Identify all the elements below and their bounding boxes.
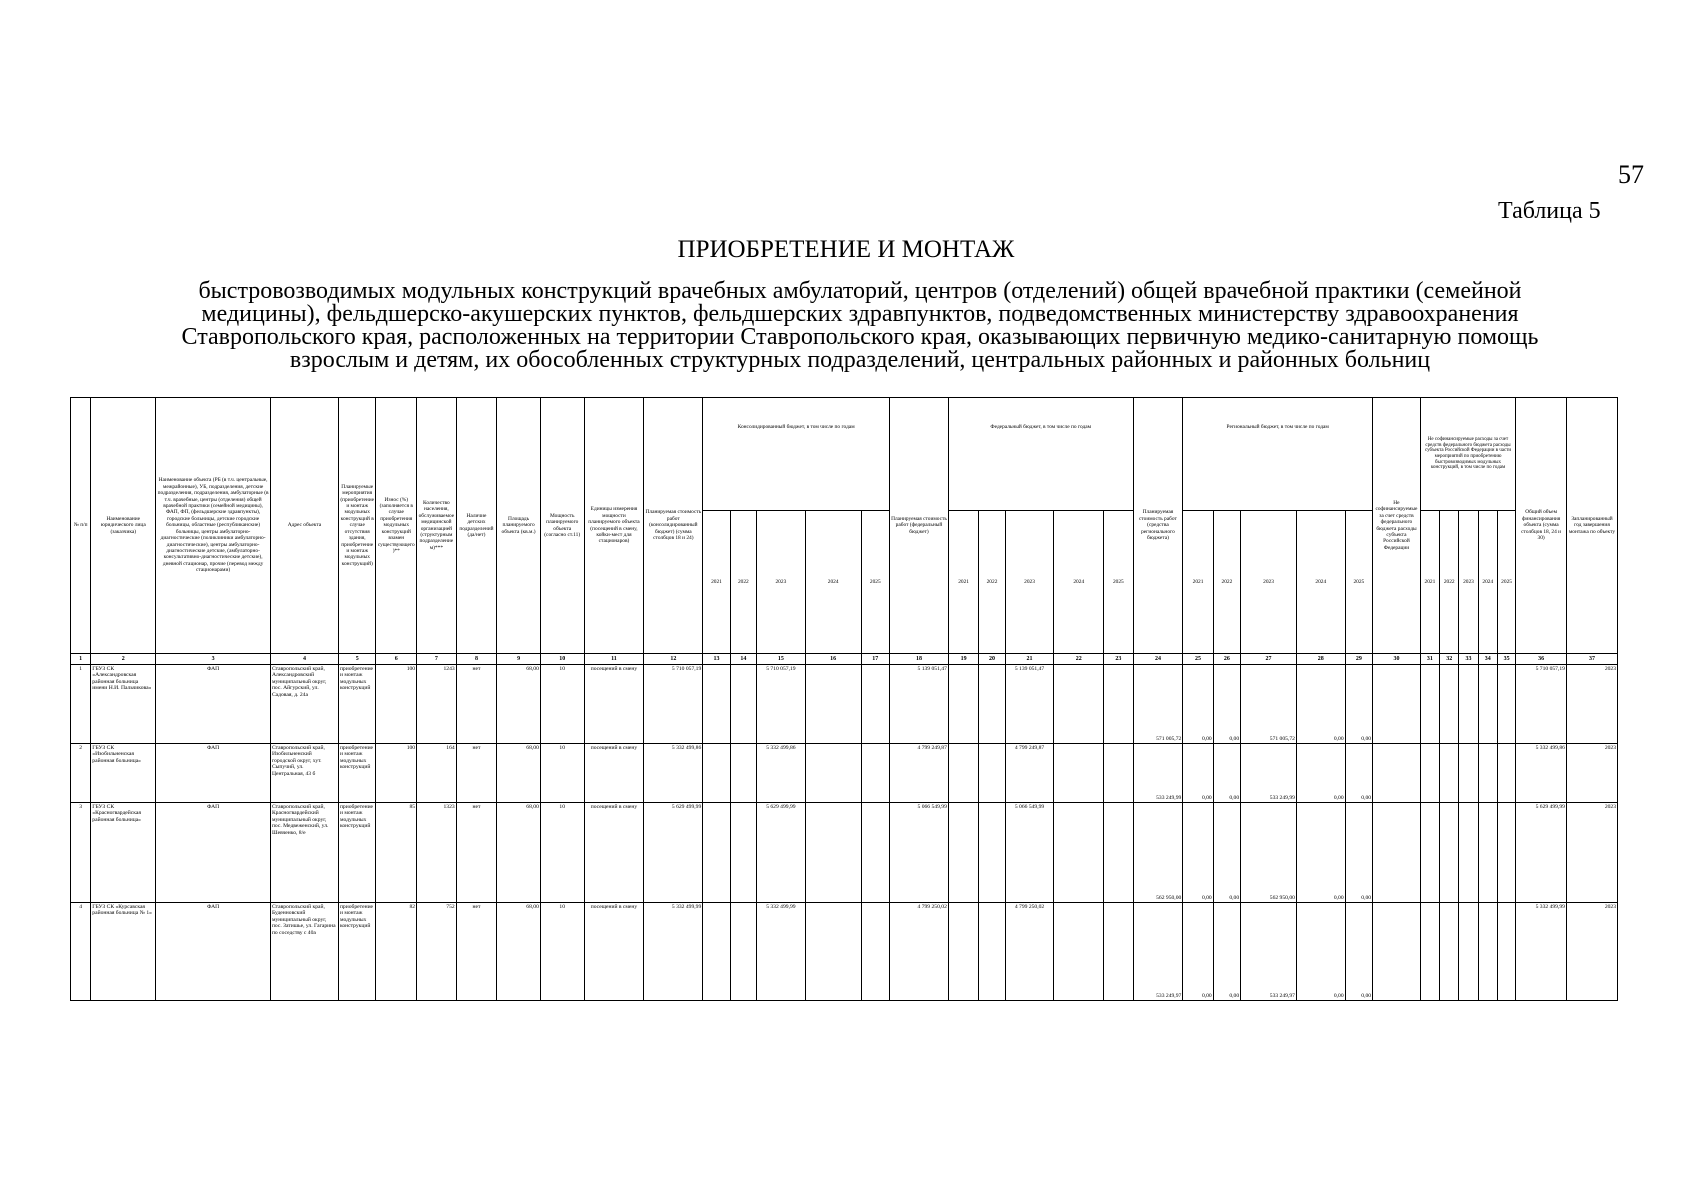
- header-cell: Не софинансируемые расходы за счет средств федерального бюджета расходы субъекта Российской Федерации в части мероприятий по приобретению быстровозводимых модульных конструкций, в том числе по годам: [1420, 398, 1515, 511]
- table-cell: 5 332 499,86: [644, 744, 703, 803]
- header-cell: Наименование юридического лица (заказчика): [91, 398, 156, 654]
- column-number-cell: 24: [1133, 654, 1183, 665]
- column-number-cell: 1: [71, 654, 91, 665]
- table-cell: [1054, 803, 1104, 903]
- table-cell: посещений в смену: [584, 803, 644, 903]
- column-number-cell: 25: [1183, 654, 1213, 665]
- column-number-cell: 30: [1373, 654, 1421, 665]
- table-row: [71, 665, 1618, 744]
- table-cell: 533 249,97: [1241, 903, 1297, 1001]
- table-cell: [1373, 665, 1421, 744]
- column-number-cell: 34: [1478, 654, 1497, 665]
- subtitle-line: Ставропольского края, расположенных на территории Ставропольского края, оказывающих первичную медико-санитарную помощь: [181, 324, 1539, 350]
- table-cell: 0,00: [1296, 903, 1345, 1001]
- column-number-cell: 12: [644, 654, 703, 665]
- year-cell: 2022: [1440, 511, 1459, 654]
- table-cell: [703, 665, 730, 744]
- document-subtitle: [100, 280, 1620, 372]
- table-cell: [1420, 665, 1439, 744]
- column-number-cell: 33: [1459, 654, 1478, 665]
- subtitle-line: быстровозводимых модульных конструкций врачебных амбулаторий, центров (отделений) общей врачебной практики (семейной: [198, 278, 1522, 304]
- column-number-cell: 37: [1566, 654, 1617, 665]
- table-cell: [861, 665, 889, 744]
- table-cell: 4 799 250,02: [1005, 903, 1054, 1001]
- year-cell: 2023: [1005, 511, 1054, 654]
- year-cell: 2023: [757, 511, 806, 654]
- table-cell: [861, 744, 889, 803]
- table-cell: 533 249,99: [1133, 744, 1183, 803]
- table-cell: [805, 903, 861, 1001]
- year-cell: 2024: [1054, 511, 1104, 654]
- financing-table: [70, 397, 1618, 1001]
- table-cell: ГБУЗ СК «Курсавская районная больница № 1»: [91, 903, 156, 1001]
- subtitle-line: взрослым и детям, их обособленных структурных подразделений, центральных районных и районных больниц: [289, 347, 1431, 373]
- table-cell: 5 629 499,99: [757, 803, 806, 903]
- table-cell: ГБУЗ СК «Изобильненская районная больница»: [91, 744, 156, 803]
- table-cell: [730, 903, 756, 1001]
- header-cell: Не софинансируемые за счет средств федерального бюджета расходы субъекта Российской Федерации: [1373, 398, 1421, 654]
- table-cell: [1459, 744, 1478, 803]
- table-cell: [948, 803, 978, 903]
- table-cell: 0,00: [1213, 744, 1240, 803]
- table-cell: [1104, 665, 1133, 744]
- table-cell: 0,00: [1183, 903, 1213, 1001]
- table-cell: 164: [417, 744, 457, 803]
- table-cell: [1420, 903, 1439, 1001]
- table-cell: [1497, 903, 1515, 1001]
- column-number-cell: 26: [1213, 654, 1240, 665]
- year-cell: 2022: [730, 511, 756, 654]
- column-number-row: [71, 654, 1618, 665]
- table-cell: 68,00: [497, 744, 541, 803]
- table-cell: ФАП: [156, 903, 271, 1001]
- table-cell: [979, 744, 1005, 803]
- table-cell: 2023: [1566, 903, 1617, 1001]
- table-cell: 2023: [1566, 665, 1617, 744]
- table-cell: 0,00: [1213, 803, 1240, 903]
- column-number-cell: 8: [456, 654, 497, 665]
- table-cell: 0,00: [1296, 803, 1345, 903]
- table-cell: посещений в смену: [584, 665, 644, 744]
- table-cell: 5 710 057,19: [644, 665, 703, 744]
- table-cell: 1: [71, 665, 91, 744]
- year-cell: 2025: [1497, 511, 1515, 654]
- table-row: [71, 803, 1618, 903]
- table-cell: [1420, 803, 1439, 903]
- table-cell: [1459, 903, 1478, 1001]
- table-cell: [1440, 903, 1459, 1001]
- table-cell: 5 332 499,99: [1516, 903, 1567, 1001]
- table-cell: [948, 903, 978, 1001]
- table-cell: ГБУЗ СК «Красногвардейская районная больница»: [91, 803, 156, 903]
- column-number-cell: 17: [861, 654, 889, 665]
- table-cell: 4 799 249,87: [1005, 744, 1054, 803]
- table-cell: ФАП: [156, 665, 271, 744]
- table-cell: 0,00: [1213, 903, 1240, 1001]
- header-cell: Региональный бюджет, в том числе по годам: [1183, 398, 1373, 511]
- table-cell: [703, 903, 730, 1001]
- year-cell: 2024: [805, 511, 861, 654]
- table-cell: 5 139 051,47: [890, 665, 949, 744]
- table-cell: ГБУЗ СК «Александровская районная больница имени Н.И. Пальчикова»: [91, 665, 156, 744]
- table-cell: [1478, 803, 1497, 903]
- table-cell: [703, 803, 730, 903]
- table-cell: 0,00: [1183, 665, 1213, 744]
- table-cell: посещений в смену: [584, 903, 644, 1001]
- header-cell: Запланированный год завершения монтажа по объекту: [1566, 398, 1617, 654]
- table-cell: 0,00: [1183, 744, 1213, 803]
- table-cell: 4 799 250,02: [890, 903, 949, 1001]
- year-cell: 2025: [1345, 511, 1372, 654]
- table-cell: 533 249,99: [1241, 744, 1297, 803]
- table-cell: 4: [71, 903, 91, 1001]
- table-cell: 100: [376, 665, 417, 744]
- header-cell: Планируемая стоимость работ (средства регионального бюджета): [1133, 398, 1183, 654]
- table-cell: нет: [456, 744, 497, 803]
- table-cell: [979, 803, 1005, 903]
- column-number-cell: 18: [890, 654, 949, 665]
- subtitle-line: медицины), фельдшерско-акушерских пунктов, фельдшерских здравпунктов, подведомственных министерству здравоохранения: [201, 301, 1519, 327]
- table-cell: [861, 803, 889, 903]
- table-cell: [1497, 803, 1515, 903]
- table-cell: 5 332 499,99: [757, 903, 806, 1001]
- table-row: [71, 744, 1618, 803]
- table-cell: [1104, 903, 1133, 1001]
- column-number-cell: 4: [270, 654, 338, 665]
- header-cell: Наименование объекта (РБ (в т.ч. центральные, межрайонные), УБ, подразделения, детские подразделения, подразделения, амбулаторные (в т.ч. врачебные, центры (отделения) общей врачебной практики (семейной медицины), ФАП, ФП, (фельдшерские здравпункты), городские больницы, детские городские больницы, областные (республиканские) больницы, центры амбулаторно-диагностические (поликлиники амбулаторно-диагностические), центры амбулаторно-диагностические детские, (амбулаторно-консультативно-диагностические детские), дневной стационар, прочие (перевод между стационарами): [156, 398, 271, 654]
- table-cell: 0,00: [1296, 665, 1345, 744]
- table-cell: 5 332 499,86: [757, 744, 806, 803]
- year-cell: 2023: [1459, 511, 1478, 654]
- table-cell: 562 950,00: [1133, 803, 1183, 903]
- table-cell: Ставропольский край, Буденновский муниципальный округ, пос. Затишье, ул. Гагарина по соседству с 40а: [270, 903, 338, 1001]
- table-cell: [1478, 665, 1497, 744]
- year-cell: 2024: [1478, 511, 1497, 654]
- table-cell: 2023: [1566, 803, 1617, 903]
- year-cell: 2022: [979, 511, 1005, 654]
- table-cell: [730, 665, 756, 744]
- table-cell: 10: [540, 903, 584, 1001]
- table-cell: 0,00: [1183, 803, 1213, 903]
- table-cell: [948, 744, 978, 803]
- table-cell: 752: [417, 903, 457, 1001]
- table-cell: [1440, 803, 1459, 903]
- table-cell: 5 710 057,19: [757, 665, 806, 744]
- table-cell: [1104, 803, 1133, 903]
- column-number-cell: 36: [1516, 654, 1567, 665]
- header-cell: Консолидированный бюджет, в том числе по годам: [703, 398, 890, 511]
- table-cell: 5 710 057,19: [1516, 665, 1567, 744]
- document-title: ПРИОБРЕТЕНИЕ И МОНТАЖ: [677, 236, 1015, 263]
- table-cell: [730, 803, 756, 903]
- table-cell: 0,00: [1345, 903, 1372, 1001]
- header-row: [71, 398, 1618, 511]
- table-cell: 1323: [417, 803, 457, 903]
- table-cell: 2023: [1566, 744, 1617, 803]
- header-cell: Количество населения, обслуживаемое медицинской организацией (структурным подразделением)***: [417, 398, 457, 654]
- year-cell: 2024: [1296, 511, 1345, 654]
- column-number-cell: 5: [338, 654, 376, 665]
- table-cell: 10: [540, 665, 584, 744]
- table-cell: 0,00: [1345, 744, 1372, 803]
- table-cell: 5 629 499,99: [1516, 803, 1567, 903]
- table-cell: 571 005,72: [1133, 665, 1183, 744]
- table-cell: 562 950,00: [1241, 803, 1297, 903]
- column-number-cell: 16: [805, 654, 861, 665]
- table-cell: 100: [376, 744, 417, 803]
- table-cell: 5 066 549,99: [890, 803, 949, 903]
- year-cell: 2023: [1241, 511, 1297, 654]
- table-cell: 85: [376, 803, 417, 903]
- table-cell: нет: [456, 903, 497, 1001]
- column-number-cell: 21: [1005, 654, 1054, 665]
- table-cell: [1440, 665, 1459, 744]
- year-cell: 2021: [948, 511, 978, 654]
- header-cell: Износ (%) (заполняется в случае приобретения модульных конструкций взамен существующего)**: [376, 398, 417, 654]
- column-number-cell: 27: [1241, 654, 1297, 665]
- column-number-cell: 35: [1497, 654, 1515, 665]
- table-cell: 10: [540, 744, 584, 803]
- table-cell: 5 332 499,86: [1516, 744, 1567, 803]
- header-cell: Планируемые мероприятия (приобретение и монтаж модульных конструкций в случае отсутствия здания, приобретение и монтаж модульных конструкций): [338, 398, 376, 654]
- table-cell: 533 249,97: [1133, 903, 1183, 1001]
- column-number-cell: 11: [584, 654, 644, 665]
- table-cell: [805, 665, 861, 744]
- column-number-cell: 15: [757, 654, 806, 665]
- table-cell: Ставропольский край, Изобильненский городской округ, хут. Сыпучий, ул. Центральная, 43 б: [270, 744, 338, 803]
- table-cell: Ставропольский край, Александровский муниципальный округ, пос. Айгурский, ул. Садовая, д. 24а: [270, 665, 338, 744]
- table-cell: [703, 744, 730, 803]
- table-number: Таблица 5: [1498, 198, 1601, 224]
- header-cell: Планируемая стоимость работ (федеральный бюджет): [890, 398, 949, 654]
- table-cell: [1478, 744, 1497, 803]
- column-number-cell: 29: [1345, 654, 1372, 665]
- table-cell: 10: [540, 803, 584, 903]
- table-cell: 0,00: [1345, 803, 1372, 903]
- table-cell: [1459, 665, 1478, 744]
- table-cell: приобретение и монтаж модульных конструкций: [338, 665, 376, 744]
- table-cell: 571 005,72: [1241, 665, 1297, 744]
- table-cell: приобретение и монтаж модульных конструкций: [338, 803, 376, 903]
- page-number: 57: [1618, 160, 1644, 189]
- table-cell: [1497, 665, 1515, 744]
- table-cell: [1054, 744, 1104, 803]
- table-cell: посещений в смену: [584, 744, 644, 803]
- table-cell: 0,00: [1345, 665, 1372, 744]
- header-cell: Наличие детских подразделений (да/нет): [456, 398, 497, 654]
- column-number-cell: 28: [1296, 654, 1345, 665]
- table-cell: [1497, 744, 1515, 803]
- table-cell: [1440, 744, 1459, 803]
- table-cell: нет: [456, 665, 497, 744]
- column-number-cell: 7: [417, 654, 457, 665]
- table-cell: [805, 803, 861, 903]
- column-number-cell: 20: [979, 654, 1005, 665]
- year-cell: 2025: [861, 511, 889, 654]
- year-cell: 2022: [1213, 511, 1240, 654]
- header-cell: Единицы измерения мощности планируемого объекта (посещений в смену, койки-мест для стационаров): [584, 398, 644, 654]
- table-cell: [1478, 903, 1497, 1001]
- column-number-cell: 32: [1440, 654, 1459, 665]
- header-cell: Общий объем финансирования объекта (сумма столбцов 18, 24 и 30): [1516, 398, 1567, 654]
- column-number-cell: 6: [376, 654, 417, 665]
- year-cell: 2025: [1104, 511, 1133, 654]
- column-number-cell: 14: [730, 654, 756, 665]
- year-cell: 2021: [703, 511, 730, 654]
- table-row: [71, 903, 1618, 1001]
- header-cell: Площадь планируемого объекта (кв.м.): [497, 398, 541, 654]
- table-cell: [979, 665, 1005, 744]
- table-cell: 68,00: [497, 803, 541, 903]
- year-cell: 2021: [1183, 511, 1213, 654]
- column-number-cell: 19: [948, 654, 978, 665]
- header-cell: Планируемая стоимость работ (консолидированный бюджет) (сумма столбцов 18 и 24): [644, 398, 703, 654]
- table-cell: 4 799 249,87: [890, 744, 949, 803]
- table-cell: [730, 744, 756, 803]
- table-cell: 82: [376, 903, 417, 1001]
- column-number-cell: 31: [1420, 654, 1439, 665]
- column-number-cell: 2: [91, 654, 156, 665]
- table-cell: 0,00: [1213, 665, 1240, 744]
- table-cell: ФАП: [156, 744, 271, 803]
- table-cell: 5 332 499,99: [644, 903, 703, 1001]
- table-cell: [1104, 744, 1133, 803]
- table-cell: [979, 903, 1005, 1001]
- table-cell: приобретение и монтаж модульных конструкций: [338, 744, 376, 803]
- column-number-cell: 3: [156, 654, 271, 665]
- table-cell: [1420, 744, 1439, 803]
- column-number-cell: 22: [1054, 654, 1104, 665]
- header-cell: Федеральный бюджет, в том числе по годам: [948, 398, 1133, 511]
- table-cell: 5 139 051,47: [1005, 665, 1054, 744]
- table-cell: 2: [71, 744, 91, 803]
- table-cell: [1054, 665, 1104, 744]
- table-cell: нет: [456, 803, 497, 903]
- table-cell: 1243: [417, 665, 457, 744]
- table-cell: ФАП: [156, 803, 271, 903]
- header-cell: Адрес объекта: [270, 398, 338, 654]
- table-cell: 5 066 549,99: [1005, 803, 1054, 903]
- table-cell: [1054, 903, 1104, 1001]
- table-cell: [1373, 744, 1421, 803]
- table-cell: [948, 665, 978, 744]
- table-cell: [1459, 803, 1478, 903]
- year-cell: 2021: [1420, 511, 1439, 654]
- table-cell: [1373, 903, 1421, 1001]
- header-cell: Мощность планируемого объекта (согласно ст.11): [540, 398, 584, 654]
- table-cell: 68,00: [497, 665, 541, 744]
- table-cell: приобретение и монтаж модульных конструкций: [338, 903, 376, 1001]
- table-cell: 3: [71, 803, 91, 903]
- table-cell: Ставропольский край, Красногвардейский муниципальный округ, пос. Медвеженский, ул. Шевченко, 8/е: [270, 803, 338, 903]
- table-cell: [861, 903, 889, 1001]
- table-cell: 68,00: [497, 903, 541, 1001]
- table-cell: 0,00: [1296, 744, 1345, 803]
- table-cell: 5 629 499,99: [644, 803, 703, 903]
- column-number-cell: 23: [1104, 654, 1133, 665]
- header-cell: № п/п: [71, 398, 91, 654]
- column-number-cell: 13: [703, 654, 730, 665]
- table-cell: [805, 744, 861, 803]
- column-number-cell: 10: [540, 654, 584, 665]
- column-number-cell: 9: [497, 654, 541, 665]
- table-cell: [1373, 803, 1421, 903]
